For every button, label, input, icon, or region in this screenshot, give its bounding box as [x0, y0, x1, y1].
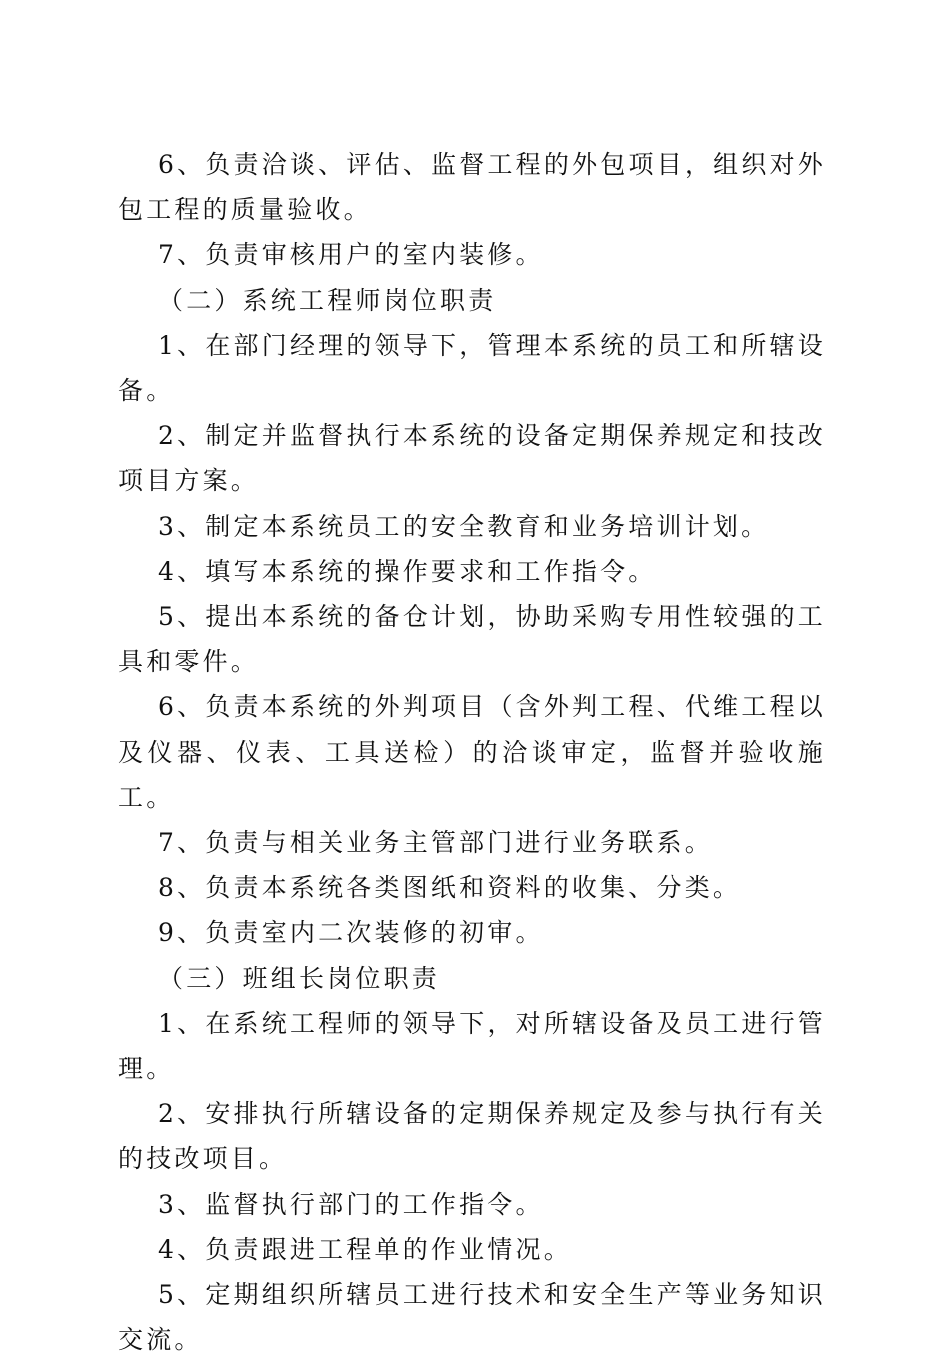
duty-item: 2、制定并监督执行本系统的设备定期保养规定和技改项目方案。: [118, 421, 826, 496]
duty-item: 3、制定本系统员工的安全教育和业务培训计划。: [158, 511, 770, 541]
document-body: [118, 142, 826, 1362]
duty-item: 4、填写本系统的操作要求和工作指令。: [158, 556, 657, 586]
duty-item: 4、负责跟进工程单的作业情况。: [158, 1234, 572, 1264]
section-heading-team-leader: （三）班组长岗位职责: [158, 963, 441, 993]
duty-item: 3、监督执行部门的工作指令。: [158, 1189, 544, 1219]
duty-item: 6、负责洽谈、评估、监督工程的外包项目，组织对外包工程的质量验收。: [118, 150, 826, 225]
duty-item: 2、安排执行所辖设备的定期保养规定及参与执行有关的技改项目。: [118, 1099, 826, 1174]
duty-item: 7、负责审核用户的室内装修。: [158, 240, 544, 270]
duty-item: 6、负责本系统的外判项目（含外判工程、代维工程以及仪器、仪表、工具送检）的洽谈审定，监督并验收施工。: [118, 692, 826, 812]
duty-item: 7、负责与相关业务主管部门进行业务联系。: [158, 828, 713, 858]
duty-item: 5、提出本系统的备仓计划，协助采购专用性较强的工具和零件。: [118, 602, 826, 677]
section-heading-system-engineer: （二）系统工程师岗位职责: [158, 285, 497, 315]
duty-item: 1、在部门经理的领导下，管理本系统的员工和所辖设备。: [118, 330, 826, 406]
duty-item: 9、负责室内二次装修的初审。: [158, 918, 544, 948]
duty-item: 5、定期组织所辖员工进行技术和安全生产等业务知识交流。: [118, 1280, 826, 1355]
duty-item: 8、负责本系统各类图纸和资料的收集、分类。: [158, 873, 742, 903]
duty-item: 1、在系统工程师的领导下，对所辖设备及员工进行管理。: [118, 1008, 826, 1084]
